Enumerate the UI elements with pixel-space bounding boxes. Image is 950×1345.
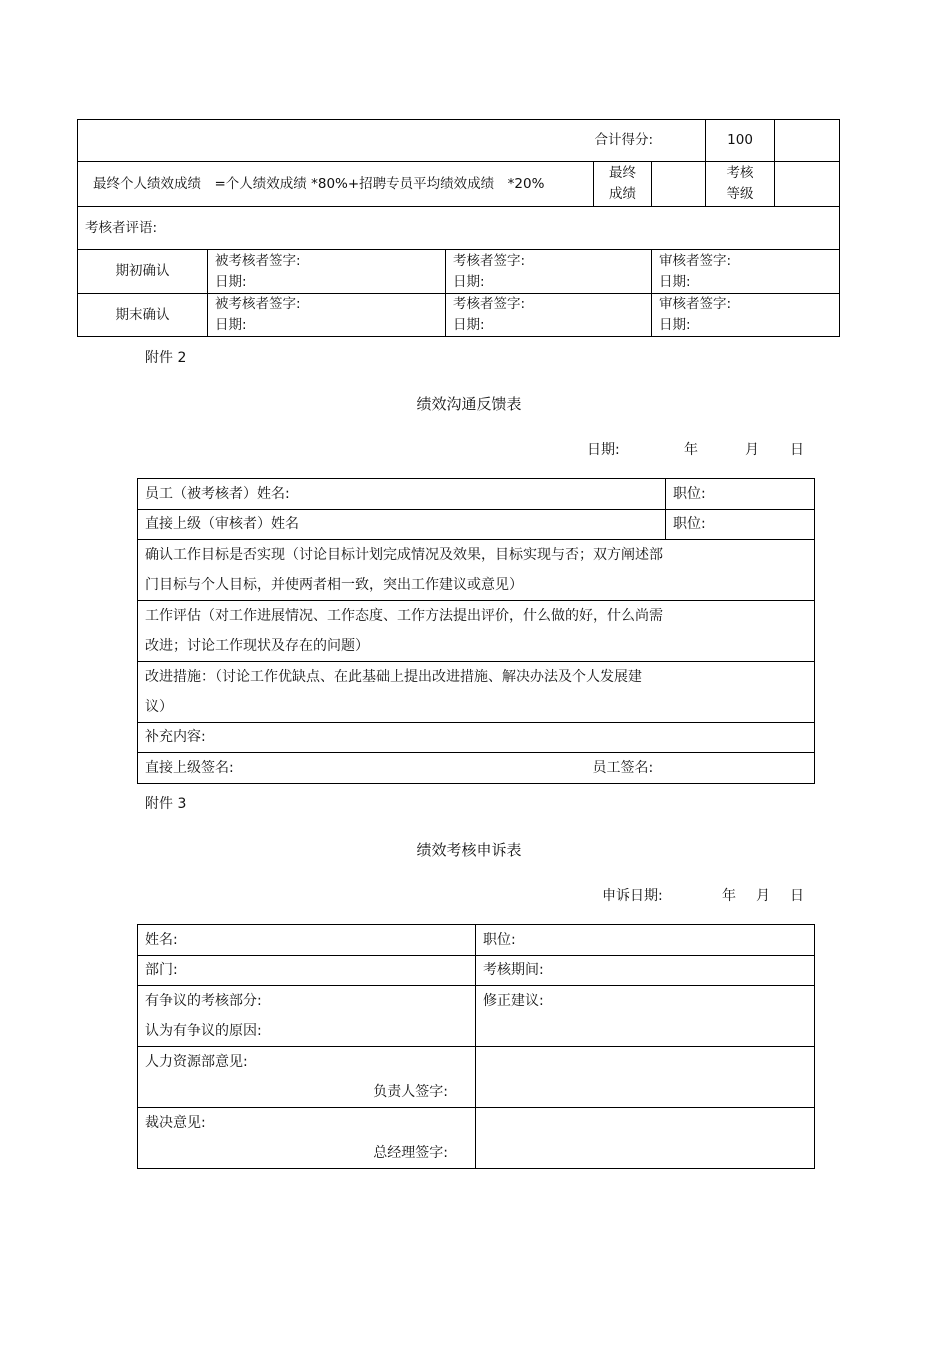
total-score-value: 100 [706, 120, 775, 162]
auditor-sign-cell[interactable]: 审核者签字: 日期: [652, 294, 840, 337]
department-cell[interactable]: 部门: [138, 956, 476, 986]
reviewer-comment[interactable]: 考核者评语: [78, 207, 840, 250]
attachment-3-label: 附件 3 [145, 796, 187, 812]
feedback-form-title: 绩效沟通反馈表 [416, 395, 522, 413]
grade-label: 考核 等级 [706, 162, 775, 207]
feedback-date-day: 日 [790, 442, 804, 458]
feedback-date-month: 月 [745, 442, 759, 458]
feedback-date-year: 年 [684, 442, 698, 458]
table-row [78, 294, 840, 337]
final-score-formula: 最终个人绩效成绩 =个人绩效成绩 *80%+招聘专员平均绩效成绩 *20% [78, 162, 594, 207]
disputed-cell[interactable]: 有争议的考核部分: 认为有争议的原因: [138, 986, 476, 1047]
period-cell[interactable]: 考核期间: [476, 956, 815, 986]
total-score-empty[interactable] [775, 120, 840, 162]
hr-opinion-cell[interactable]: 人力资源部意见: 负责人签字: [138, 1047, 476, 1108]
supervisor-sign-cell[interactable]: 直接上级签名: [138, 753, 586, 784]
row-label: 期末确认 [78, 294, 208, 337]
auditor-sign-cell[interactable]: 审核者签字: 日期: [652, 250, 840, 294]
reviewee-sign-cell[interactable]: 被考核者签字: 日期: [208, 294, 446, 337]
row-label: 期初确认 [78, 250, 208, 294]
employee-sign-cell[interactable]: 员工签名: [586, 753, 815, 784]
attachment-2-label: 附件 2 [145, 350, 187, 366]
name-cell[interactable]: 姓名: [138, 925, 476, 956]
total-score-label: 合计得分: [78, 120, 706, 162]
employee-name-cell[interactable]: 员工（被考核者）姓名: [138, 479, 666, 510]
final-score-label: 最终 成绩 [594, 162, 652, 207]
appeal-date-month: 月 [756, 888, 770, 904]
reviewer-sign-cell[interactable]: 考核者签字: 日期: [446, 294, 652, 337]
appeal-date-day: 日 [790, 888, 804, 904]
appeal-date-label: 申诉日期: [602, 888, 663, 904]
score-table [77, 119, 840, 337]
supplement-cell[interactable]: 补充内容: [138, 723, 815, 753]
appeal-form-title: 绩效考核申诉表 [416, 841, 522, 859]
appeal-table [137, 924, 815, 1169]
position-cell[interactable]: 职位: [476, 925, 815, 956]
appeal-date-year: 年 [722, 888, 736, 904]
employee-position-cell[interactable]: 职位: [666, 479, 815, 510]
reviewee-sign-cell[interactable]: 被考核者签字: 日期: [208, 250, 446, 294]
evaluation-cell[interactable]: 工作评估（对工作进展情况、工作态度、工作方法提出评价，什么做的好，什么尚需 改进；讨论工作现状及存在的问题） [138, 601, 815, 662]
goals-cell[interactable]: 确认工作目标是否实现（讨论目标计划完成情况及效果，目标实现与否；双方阐述部 门目标与个人目标，并使两者相一致，突出工作建议或意见） [138, 540, 815, 601]
feedback-table [137, 478, 815, 784]
supervisor-position-cell[interactable]: 职位: [666, 510, 815, 540]
improvement-cell[interactable]: 改进措施：（讨论工作优缺点、在此基础上提出改进措施、解决办法及个人发展建 议） [138, 662, 815, 723]
supervisor-name-cell[interactable]: 直接上级（审核者）姓名 [138, 510, 666, 540]
ruling-cell[interactable]: 裁决意见: 总经理签字: [138, 1108, 476, 1169]
ruling-blank[interactable] [476, 1108, 815, 1169]
correction-cell[interactable]: 修正建议: [476, 986, 815, 1047]
reviewer-sign-cell[interactable]: 考核者签字: 日期: [446, 250, 652, 294]
feedback-date-label: 日期: [587, 442, 620, 458]
table-row [78, 250, 840, 294]
final-score-field[interactable] [652, 162, 706, 207]
grade-field[interactable] [775, 162, 840, 207]
hr-opinion-blank[interactable] [476, 1047, 815, 1108]
